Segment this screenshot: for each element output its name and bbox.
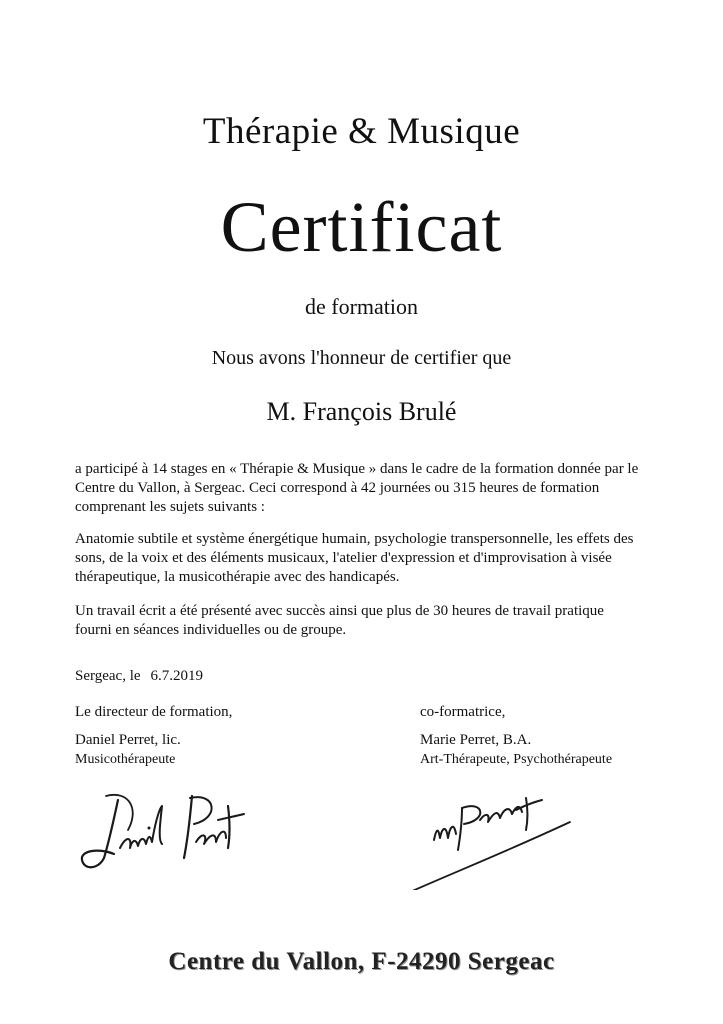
certificate-subtitle: de formation — [304, 294, 419, 319]
body-paragraph-participation: a participé à 14 stages en « Thérapie & Musique » dans le cadre de la formation donnée par le Centre du Vallon, à Sergeac. Ceci correspond à 42 journées ou 315 heures de formation comprenant les sujets suivants : — [75, 461, 639, 515]
body-paragraph-subjects: Anatomie subtile et système énergétique humain, psychologie transpersonnelle, les effets des sons, de la voix et des éléments musicaux, l'atelier d'expression et d'improvisation à visée thérapeutique, la musicothérapie avec des handicapés. — [75, 531, 634, 585]
left-signatory-profession: Musicothérapeute — [75, 752, 176, 767]
right-signatory-profession: Art-Thérapeute, Psychothérapeute — [420, 752, 613, 767]
organization-title: Thérapie & Musique — [202, 111, 521, 152]
left-signature — [70, 778, 270, 878]
footer-address: Centre du Vallon, F-24290 Sergeac — [168, 948, 555, 975]
left-signatory-name: Daniel Perret, lic. — [75, 732, 181, 748]
right-signatory-role: co-formatrice, — [420, 704, 506, 720]
right-signature — [400, 780, 590, 890]
certification-intro: Nous avons l'honneur de certifier que — [211, 347, 512, 369]
place-label: Sergeac, le — [75, 668, 141, 684]
right-signatory-name: Marie Perret, B.A. — [420, 732, 532, 748]
place-and-date — [75, 668, 203, 685]
body-paragraph-written-work: Un travail écrit a été présenté avec succès ainsi que plus de 30 heures de travail pratique fourni en séances individuelles ou de groupe. — [75, 603, 604, 638]
certificate-title: Certificat — [220, 187, 503, 267]
left-signatory-role: Le directeur de formation, — [75, 704, 233, 720]
date-value: 6.7.2019 — [150, 668, 204, 684]
recipient-name: M. François Brulé — [266, 397, 457, 426]
